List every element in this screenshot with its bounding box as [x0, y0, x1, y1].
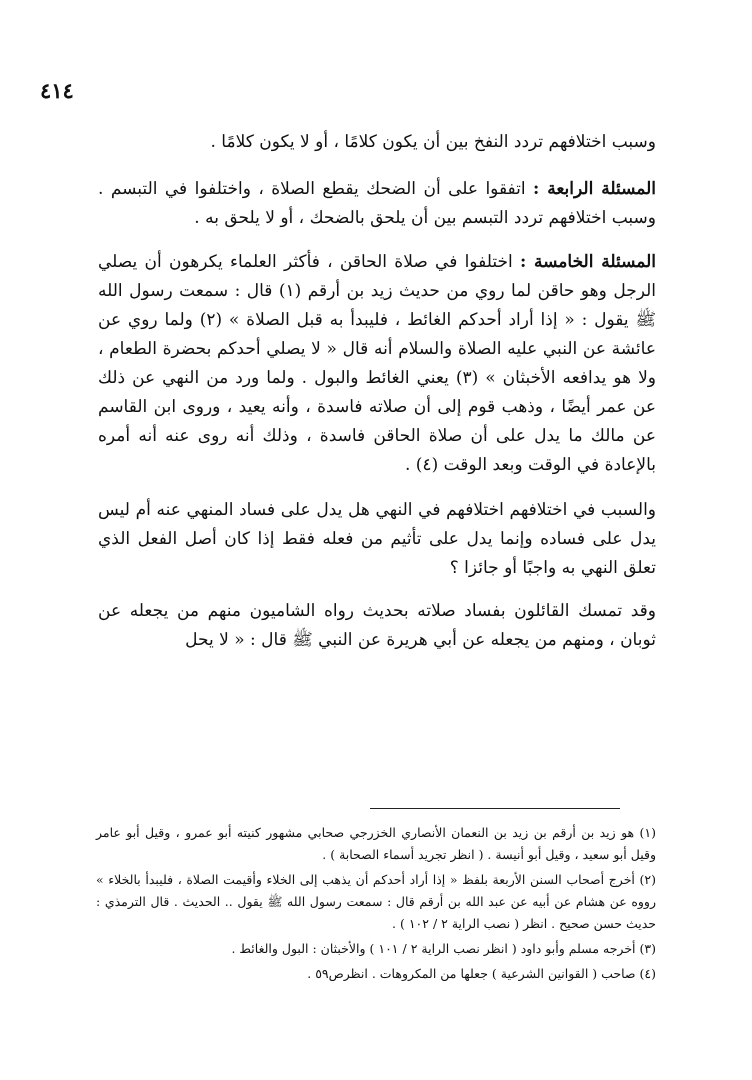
- paragraph-5: [98, 597, 656, 655]
- footnote-separator: [370, 808, 620, 809]
- footnote-1: (١) هو زيد بن أرقم بن زيد بن النعمان الأنصاري الخزرجي صحابي مشهور كنيته أبو عمرو ، وقيل أبو عامر وقيل أبو سعيد ، وقيل أبو أنيسة . ( انظر تجريد أسماء الصحابة ) .: [96, 825, 656, 862]
- footnote-4: (٤) صاحب ( القوانين الشرعية ) جعلها من المكروهات . انظرص٥٩ .: [307, 966, 656, 981]
- paragraph-2-text: اتفقوا على أن الضحك يقطع الصلاة ، واختلفوا في التبسم . وسبب اختلافهم تردد التبسم بين أن يلحق بالضحك ، أو لا يلحق به .: [98, 179, 656, 228]
- paragraph-1: [98, 128, 656, 157]
- page-number: ٤١٤: [40, 78, 74, 103]
- footnote-3: (٣) أخرجه مسلم وأبو داود ( انظر نصب الراية ٢ / ١٠١ ) والأخبثان : البول والغائط .: [231, 941, 656, 956]
- issue-heading-fifth: المسئلة الخامسة :: [519, 252, 656, 272]
- paragraph-4-text: والسبب في اختلافهم اختلافهم في النهي هل يدل على فساد المنهي عنه أم ليس يدل على فساده وإنما يدل على تأثيم من فعله فقط إذا كان أصل الفعل الذي تعلق النهي به واجبًا أو جائزا ؟: [98, 500, 656, 578]
- paragraph-2: [98, 175, 656, 233]
- paragraph-3-text: اختلفوا في صلاة الحاقن ، فأكثر العلماء يكرهون أن يصلي الرجل وهو حاقن لما روي من حديث زيد بن أرقم (١) قال : سمعت رسول الله ﷺ يقول : « إذا أراد أحدكم الغائط ، فليبدأ به قبل الصلاة » (٢) ولما روي عن عائشة عن النبي عليه الصلاة والسلام أنه قال « لا يصلي أحدكم بحضرة الطعام ، ولا هو يدافعه الأخبثان » (٣) يعني الغائط والبول . ولما ورد من النهي عن ذلك عن عمر أيضًا ، وذهب قوم إلى أن صلاته فاسدة ، وأنه يعيد ، وروى ابن القاسم عن مالك ما يدل على أن صلاة الحاقن فاسدة ، وذلك أنه روى عنه أنه أمره بالإعادة في الوقت وبعد الوقت (٤) .: [98, 252, 657, 475]
- paragraph-5-text: وقد تمسك القائلون بفساد صلاته بحديث رواه الشاميون منهم من يجعله عن ثوبان ، ومنهم من يجعله عن أبي هريرة عن النبي ﷺ قال : « لا يحل: [98, 601, 656, 650]
- main-text: [98, 128, 656, 655]
- footnote-2: (٢) أخرج أصحاب السنن الأربعة بلفظ « إذا أراد أحدكم أن يذهب إلى الخلاء وأقيمت الصلاة ، فليبدأ بالخلاء » رووه عن هشام عن أبيه عن عبد الله بن أرقم قال : سمعت رسول الله ﷺ يقول .. الحديث . قال الترمذي : حديث حسن صحيح . انظر ( نصب الراية ٢ / ١٠٢ ) .: [96, 872, 656, 931]
- paragraph-3: [98, 248, 656, 480]
- issue-heading-fourth: المسئلة الرابعة :: [533, 179, 656, 199]
- paragraph-1-text: وسبب اختلافهم تردد النفخ بين أن يكون كلامًا ، أو لا يكون كلامًا .: [210, 132, 656, 152]
- paragraph-4: [98, 496, 656, 583]
- footnotes: [96, 822, 656, 988]
